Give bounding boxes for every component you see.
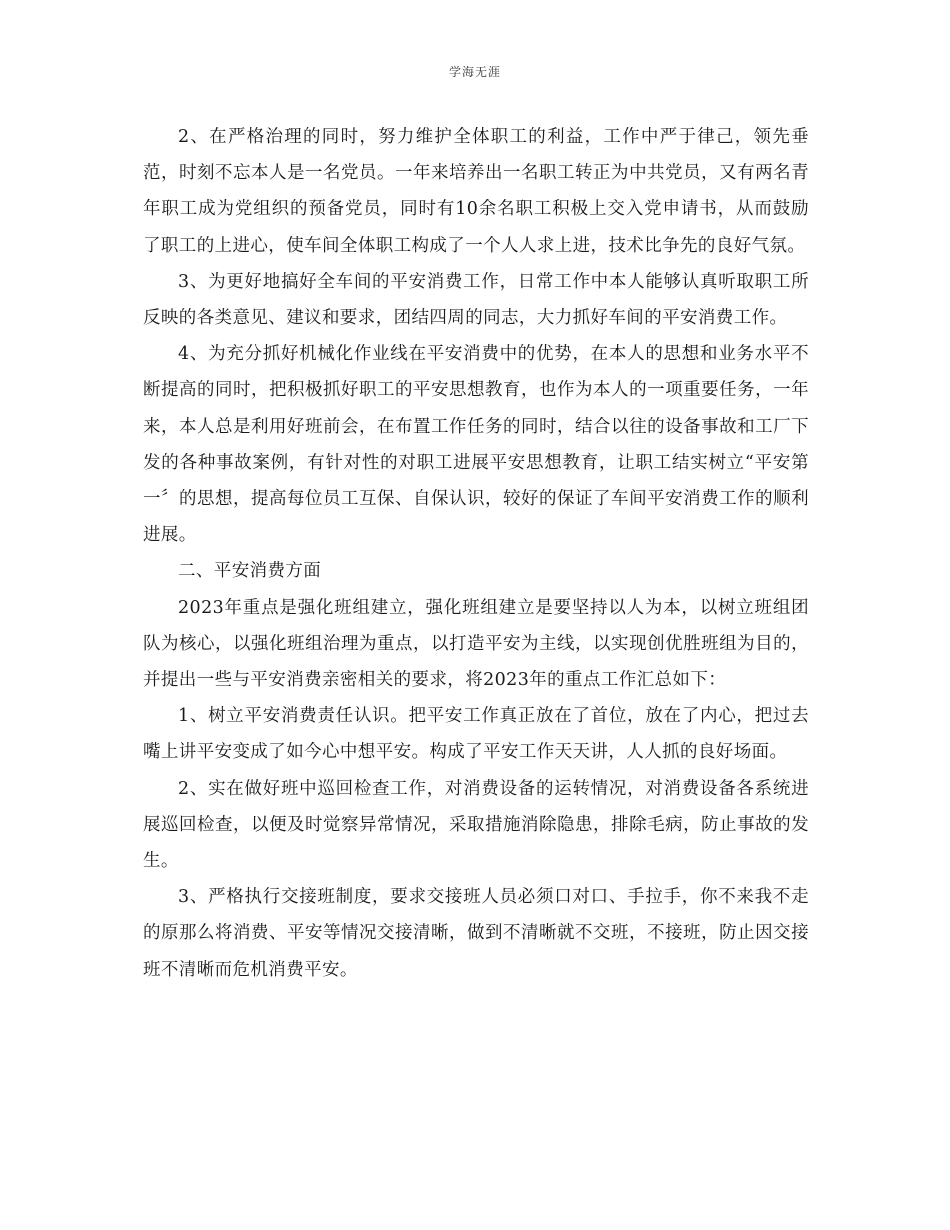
paragraph-safety-item-1: 1、树立平安消费责任认识。把平安工作真正放在了首位，放在了内心，把过去嘴上讲平安变成了如今心中想平安。构成了平安工作天天讲，人人抓的良好场面。 [143, 706, 809, 763]
document-body [143, 119, 809, 988]
page-header: 学海无涯 [448, 65, 501, 79]
paragraph-item-3: 3、为更好地搞好全车间的平安消费工作，日常工作中本人能够认真听取职工所反映的各类意见、建议和要求，团结四周的同志，大力抓好车间的平安消费工作。 [143, 271, 809, 329]
paragraph-2023-focus: 2023年重点是强化班组建立，强化班组建立是要坚持以人为本，以树立班组团队为核心，以强化班组治理为重点，以打造平安为主线，以实现创优胜班组为目的，并提出一些与平安消费亲密相关的要求，将2023年的重点工作汇总如下： [143, 597, 809, 691]
paragraph-item-4: 4、为充分抓好机械化作业线在平安消费中的优势，在本人的思想和业务水平不断提高的同时，把积极抓好职工的平安思想教育，也作为本人的一项重要任务，一年来，本人总是利用好班前会，在布置工作任务的同时，结合以往的设备事故和工厂下发的各种事故案例，有针对性的对职工进展平安思想教育，让职工结实树立“平安第一〞的思想，提高每位员工互保、自保认识，较好的保证了车间平安消费工作的顺利进展。 [143, 344, 809, 546]
section-heading-safety: 二、平安消费方面 [178, 561, 322, 582]
paragraph-item-2: 2、在严格治理的同时，努力维护全体职工的利益，工作中严于律己，领先垂范，时刻不忘本人是一名党员。一年来培养出一名职工转正为中共党员，又有两名青年职工成为党组织的预备党员，同时有10余名职工积极上交入党申请书，从而鼓励了职工的上进心，使车间全体职工构成了一个人人求上进，技术比争先的良好气氛。 [143, 127, 809, 256]
paragraph-safety-item-3: 3、严格执行交接班制度，要求交接班人员必须口对口、手拉手，你不来我不走的原那么将消费、平安等情况交接清晰，做到不清晰就不交班，不接班，防止因交接班不清晰而危机消费平安。 [143, 887, 809, 980]
paragraph-safety-item-2: 2、实在做好班中巡回检查工作，对消费设备的运转情况，对消费设备各系统进展巡回检查，以便及时觉察异常情况，采取措施消除隐患，排除毛病，防止事故的发生。 [143, 778, 809, 872]
